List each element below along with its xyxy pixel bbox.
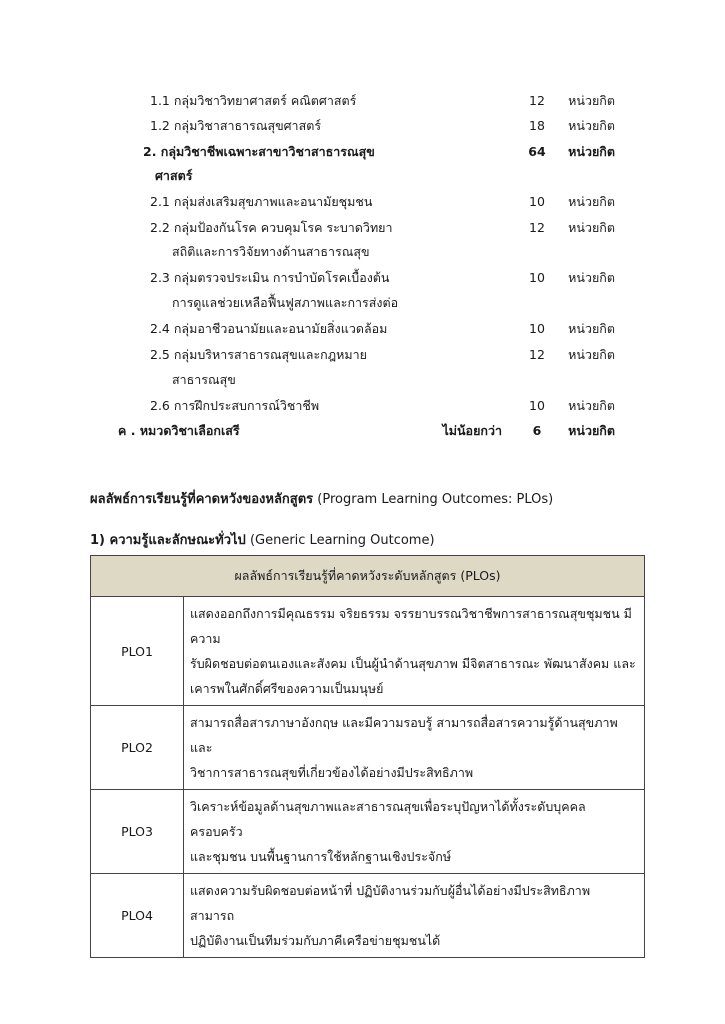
table-row [91,874,645,958]
table-row [91,790,645,874]
credit-label: สถิติและการวิจัยทางด้านสาธารณสุข [172,244,370,259]
plo-line: รับผิดชอบต่อตนเองและสังคม เป็นผู้นำด้านสุขภาพ มีจิตสาธารณะ พัฒนาสังคม และ [190,656,636,671]
credit-row [0,419,725,443]
credit-label: ค . หมวดวิชาเลือกเสรี [118,423,240,438]
credit-unit: หน่วยกิต [568,194,615,209]
plo-code: PLO1 [91,597,184,706]
plo-description [184,874,645,958]
credit-value: 10 [529,270,545,285]
credit-label: 1.2 กลุ่มวิชาสาธารณสุขศาสตร์ [150,118,322,133]
credit-row [0,216,725,240]
plo-section-heading [90,488,553,509]
plo-table [90,555,645,958]
plo-description [184,706,645,790]
credit-label: 2.4 กลุ่มอาชีวอนามัยและอนามัยสิ่งแวดล้อม [150,321,388,336]
credit-row [0,317,725,341]
credit-row [0,89,725,113]
credit-unit: หน่วยกิต [568,93,615,108]
credit-value: 10 [529,194,545,209]
plo-line: วิเคราะห์ข้อมูลด้านสุขภาพและสาธารณสุขเพื่อระบุปัญหาได้ทั้งระดับบุคคล ครอบครัว [190,799,586,839]
plo-heading-english: (Program Learning Outcomes: PLOs) [317,492,554,507]
credit-unit: หน่วยกิต [568,398,615,413]
plo-line: แสดงความรับผิดชอบต่อหน้าที่ ปฏิบัติงานร่วมกับผู้อื่นได้อย่างมีประสิทธิภาพ สามารถ [190,883,591,923]
credit-label: ศาสตร์ [155,168,193,183]
credit-label: 1.1 กลุ่มวิชาวิทยาศาสตร์ คณิตศาสตร์ [150,93,357,108]
plo-code: PLO2 [91,706,184,790]
credit-row [0,343,725,367]
table-row [91,597,645,706]
plo-description [184,790,645,874]
plo-line: วิชาการสาธารณสุขที่เกี่ยวข้องได้อย่างมีประสิทธิภาพ [190,765,474,780]
credit-row [0,266,725,290]
credit-value: 12 [529,220,545,235]
credit-value: 6 [532,423,542,438]
credit-label: 2.5 กลุ่มบริหารสาธารณสุขและกฎหมาย [150,347,367,362]
credit-label: 2. กลุ่มวิชาชีพเฉพาะสาขาวิชาสาธารณสุข [143,144,375,159]
generic-outcome-heading [90,529,435,550]
credit-value: 64 [528,144,546,159]
credit-value: 12 [529,347,545,362]
credit-row-continuation [0,164,725,188]
credit-label: 2.6 การฝึกประสบการณ์วิชาชีพ [150,398,320,413]
credit-value: 12 [529,93,545,108]
credit-value: 10 [529,321,545,336]
credit-unit: หน่วยกิต [568,220,615,235]
plo-line: และชุมชน บนพื้นฐานการใช้หลักฐานเชิงประจักษ์ [190,849,452,864]
credit-unit: หน่วยกิต [568,321,615,336]
plo-table-header-row [91,556,645,597]
plo-code: PLO4 [91,874,184,958]
plo-line: สามารถสื่อสารภาษาอังกฤษ และมีความรอบรู้ สามารถสื่อสารความรู้ด้านสุขภาพ และ [190,715,618,755]
credit-qualifier: ไม่น้อยกว่า [442,423,502,438]
credit-label: การดูแลช่วยเหลือฟื้นฟูสภาพและการส่งต่อ [172,295,399,310]
credit-label: 2.3 กลุ่มตรวจประเมิน การบำบัดโรคเบื้องต้น [150,270,390,285]
plo-line: แสดงออกถึงการมีคุณธรรม จริยธรรม จรรยาบรรณวิชาชีพการสาธารณสุขชุมชน มีความ [190,606,632,646]
credit-label: สาธารณสุข [172,372,236,387]
credit-unit: หน่วยกิต [568,270,615,285]
credit-row [0,140,725,164]
credit-label: 2.1 กลุ่มส่งเสริมสุขภาพและอนามัยชุมชน [150,194,373,209]
credit-unit: หน่วยกิต [568,144,615,159]
credit-value: 18 [529,118,545,133]
table-row [91,706,645,790]
credit-row-continuation [0,240,725,264]
generic-heading-english: (Generic Learning Outcome) [249,533,435,548]
plo-code: PLO3 [91,790,184,874]
credit-value: 10 [529,398,545,413]
credit-row [0,394,725,418]
plo-line: ปฏิบัติงานเป็นทีมร่วมกับภาคีเครือข่ายชุมชนได้ [190,933,441,948]
credit-unit: หน่วยกิต [568,118,615,133]
plo-heading-thai: ผลลัพธ์การเรียนรู้ที่คาดหวังของหลักสูตร [90,492,314,507]
credit-label: 2.2 กลุ่มป้องกันโรค ควบคุมโรค ระบาดวิทยา [150,220,393,235]
credit-row [0,190,725,214]
credit-row-continuation [0,368,725,392]
credit-unit: หน่วยกิต [568,423,615,438]
credit-row-continuation [0,291,725,315]
plo-line: เคารพในศักดิ์ศรีของความเป็นมนุษย์ [190,681,384,696]
generic-heading-thai: 1) ความรู้และลักษณะทั่วไป [90,533,246,548]
plo-table-header: ผลลัพธ์การเรียนรู้ที่คาดหวังระดับหลักสูตร (PLOs) [91,556,645,597]
credit-unit: หน่วยกิต [568,347,615,362]
plo-description [184,597,645,706]
credit-row [0,114,725,138]
